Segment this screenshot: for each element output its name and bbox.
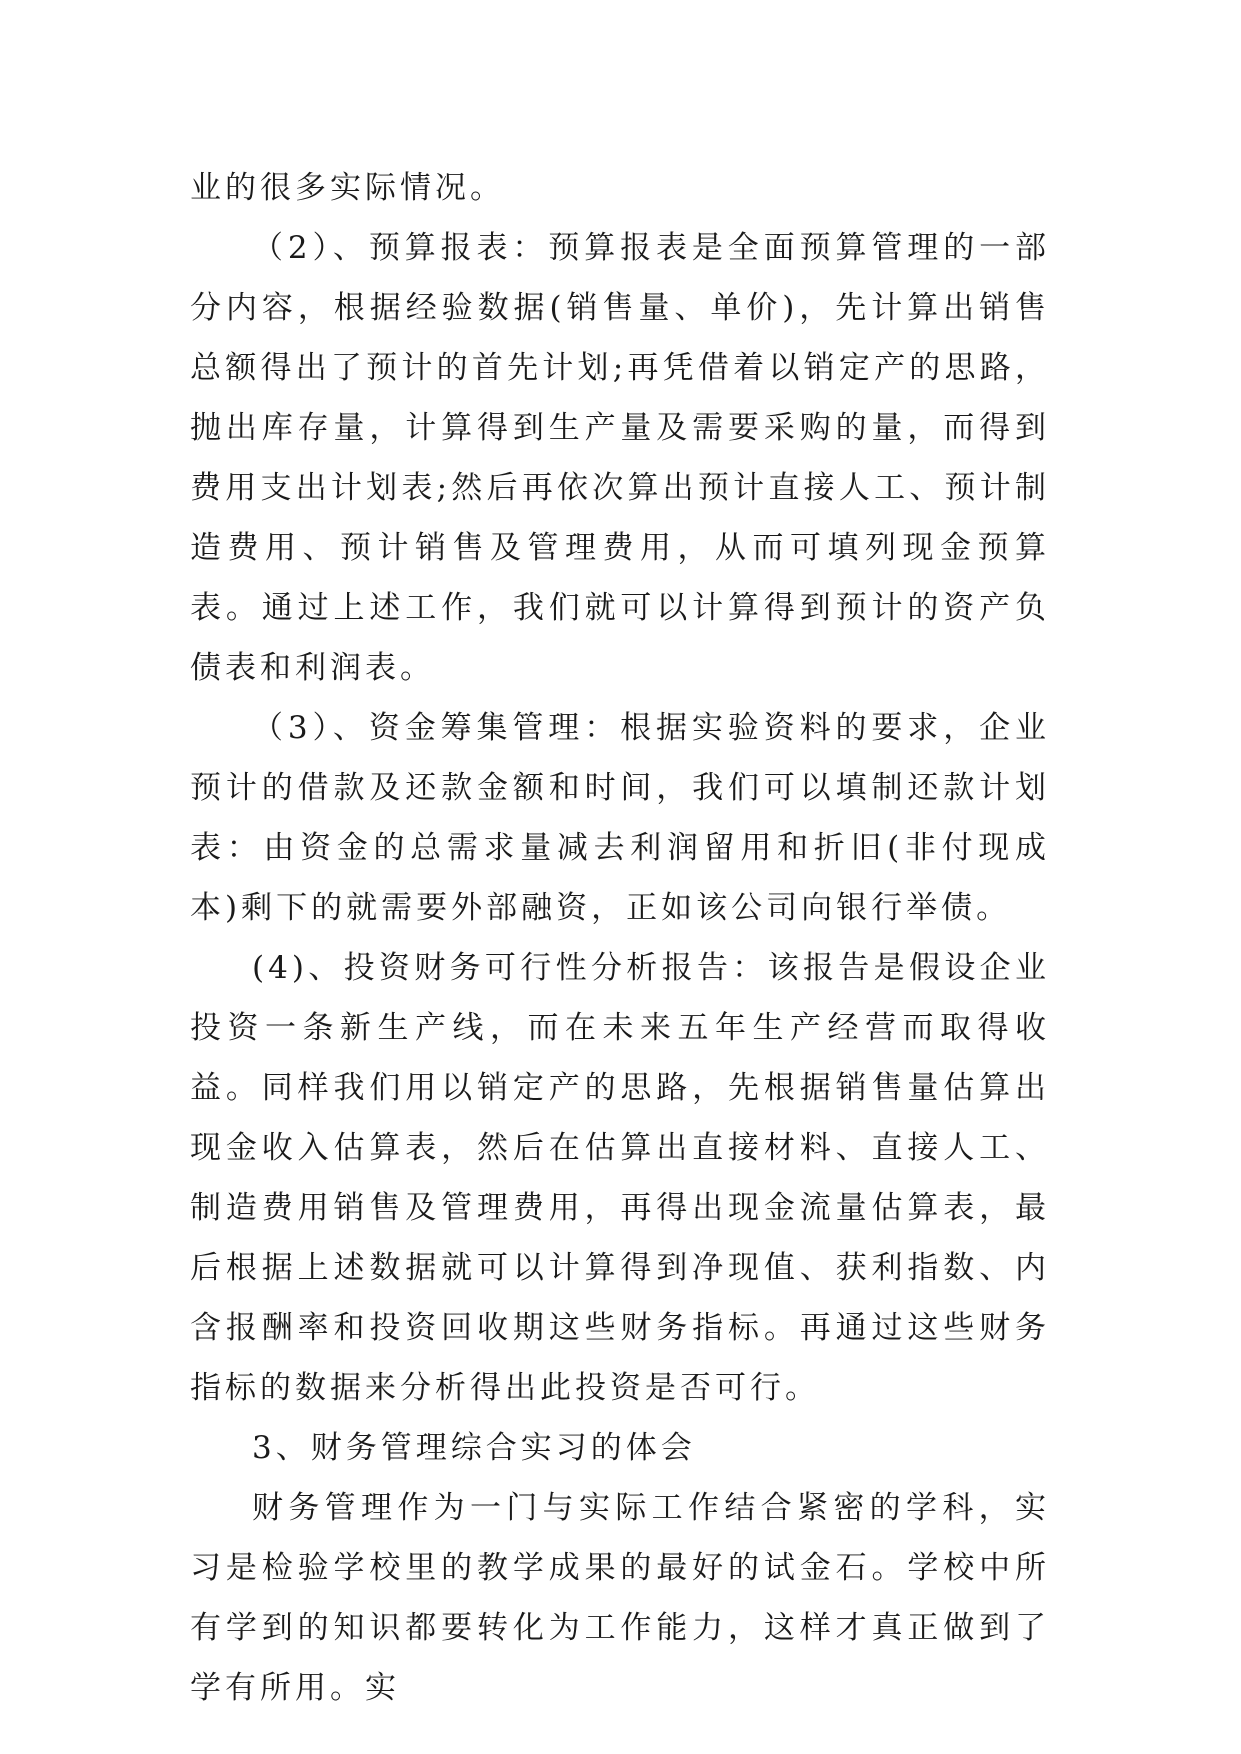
paragraph-fund-raising: （3）、资金筹集管理：根据实验资料的要求，企业预计的借款及还款金额和时间，我们可以填制还款计划表：由资金的总需求量减去利润留用和折旧(非付现成本)剩下的就需要外部融资，正如该公司向银行举债。 (190, 710, 1050, 926)
paragraph-continued: 业的很多实际情况。 (190, 170, 505, 206)
body-text (190, 158, 1050, 1718)
paragraph-feasibility-report: (4)、投资财务可行性分析报告：该报告是假设企业投资一条新生产线，而在未来五年生产经营而取得收益。同样我们用以销定产的思路，先根据销售量估算出现金收入估算表，然后在估算出直接材料、直接人工、制造费用销售及管理费用，再得出现金流量估算表，最后根据上述数据就可以计算得到净现值、获利指数、内含报酬率和投资回收期这些财务指标。再通过这些财务指标的数据来分析得出此投资是否可行。 (190, 950, 1050, 1406)
paragraph-experience: 财务管理作为一门与实际工作结合紧密的学科，实习是检验学校里的教学成果的最好的试金石。学校中所有学到的知识都要转化为工作能力，这样才真正做到了学有所用。实 (190, 1490, 1050, 1706)
paragraph-budget-report: （2）、预算报表：预算报表是全面预算管理的一部分内容，根据经验数据(销售量、单价)，先计算出销售总额得出了预计的首先计划;再凭借着以销定产的思路，抛出库存量，计算得到生产量及需要采购的量，而得到费用支出计划表;然后再依次算出预计直接人工、预计制造费用、预计销售及管理费用，从而可填列现金预算表。通过上述工作，我们就可以计算得到预计的资产负债表和利润表。 (190, 230, 1050, 686)
section-heading-3: 3、财务管理综合实习的体会 (252, 1430, 696, 1466)
